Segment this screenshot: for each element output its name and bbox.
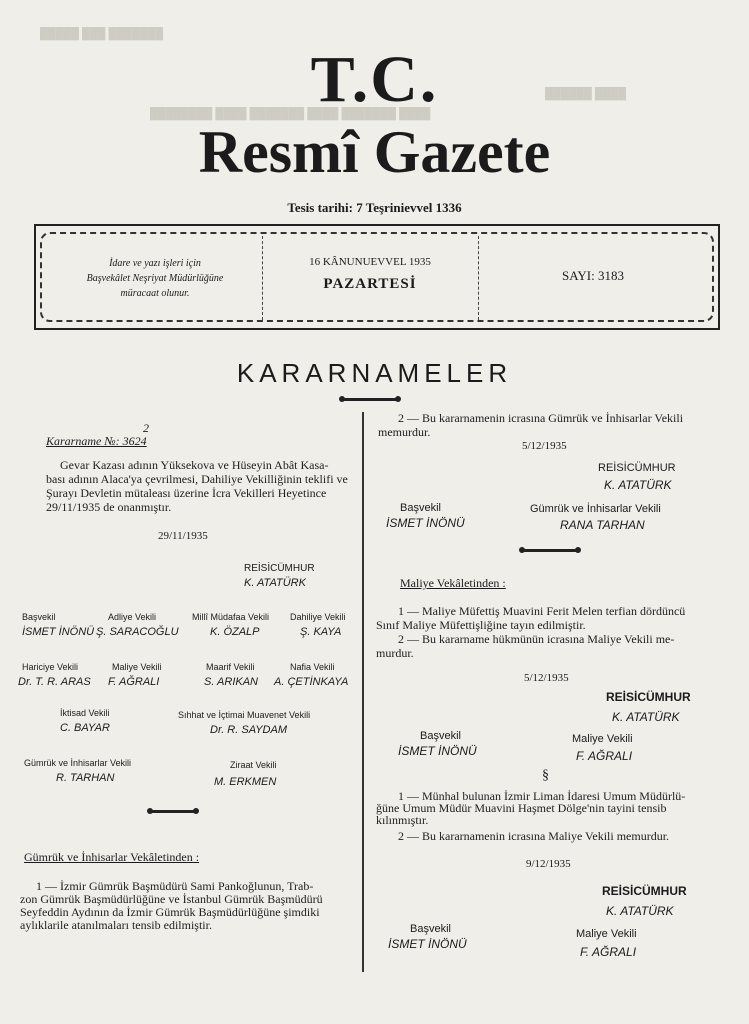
prime-minister-title: Başvekil	[410, 923, 451, 935]
prime-minister-title: Başvekil	[420, 730, 461, 742]
minister-title: Dahiliye Vekili	[290, 612, 346, 622]
header-divider	[262, 236, 263, 320]
president-name: K. ATATÜRK	[612, 710, 680, 724]
minister-title: Maarif Vekili	[206, 662, 255, 672]
decision-date: 5/12/1935	[524, 672, 569, 684]
president-title: REİSİCÜMHUR	[598, 462, 676, 474]
issue-weekday: PAZARTESİ	[323, 276, 417, 292]
minister-title: Adliye Vekili	[108, 612, 157, 622]
header-divider	[478, 236, 479, 320]
president-title: REİSİCÜMHUR	[244, 563, 315, 574]
minister-name: F. AĞRALI	[580, 945, 637, 959]
bleed-through-text: ████████ ████ ███████ ████ ███████ ████	[150, 108, 431, 120]
president-title: REİSİCÜMHUR	[602, 884, 687, 898]
minister-name: Dr. R. SAYDAM	[210, 724, 288, 736]
minister-name: Ş. SARACOĞLU	[96, 626, 179, 638]
kararname-index: 2	[143, 421, 149, 435]
minister-name: R. TARHAN	[56, 772, 115, 784]
minister-name: A. ÇETİNKAYA	[274, 676, 349, 688]
minister-name: RANA TARHAN	[560, 518, 645, 532]
liman-section-body: 1 — Münhal bulunan İzmir Liman İdaresi Umum Müdürlü- ğüne Umum Müdür Muavini Haşmet Dölge'nin tayini tensib kılınmıştır. 2 — Bu kararnamenin icrasına Maliye Vekili memurdur.	[376, 789, 686, 843]
minister-title: Maliye Vekili	[112, 662, 162, 672]
maliye-section-title: Maliye Vekâletinden :	[400, 576, 506, 590]
header-admin-note: İdare ve yazı işleri için Başvekâlet Neşriyat Müdürlüğüne müracaat olunur.	[86, 258, 224, 299]
minister-title: Ziraat Vekili	[230, 760, 277, 770]
minister-name: F. AĞRALI	[108, 676, 160, 688]
masthead-tc: T.C.	[310, 43, 439, 116]
issue-date: 16 KÂNUNUEVVEL 1935	[309, 256, 431, 268]
section-title: KARARNAMELER	[236, 358, 513, 388]
minister-title: Maliye Vekili	[572, 733, 633, 745]
minister-title: Başvekil	[22, 612, 56, 622]
masthead-title: Resmî Gazete	[198, 119, 551, 185]
separator-ornament	[522, 549, 578, 552]
minister-name: F. AĞRALI	[576, 749, 633, 763]
prime-minister-name: İSMET İNÖNÜ	[388, 937, 467, 951]
column-divider	[362, 412, 364, 972]
president-name: K. ATATÜRK	[604, 478, 672, 492]
minister-title: Maliye Vekili	[576, 928, 637, 940]
minister-name: İSMET İNÖNÜ	[22, 626, 95, 638]
prime-minister-title: Başvekil	[400, 502, 441, 514]
founding-date: Tesis tarihi: 7 Teşrinievvel 1336	[287, 200, 462, 215]
gumruk-execution: 2 — Bu kararnamenin icrasına Gümrük ve İnhisarlar Vekili memurdur.	[378, 411, 684, 439]
president-name: K. ATATÜRK	[244, 577, 306, 589]
minister-title: Gümrük ve İnhisarlar Vekili	[530, 503, 661, 515]
minister-title: Nafia Vekili	[290, 662, 335, 672]
president-title: REİSİCÜMHUR	[606, 690, 691, 704]
kararname-body: Gevar Kazası adının Yüksekova ve Hüseyin Abât Kasa- bası adının Alaca'ya çevrilmesi, Dahiliye Vekilliğinin teklifi ve Şurayı Devletin mütaleası üzerine İcra Vekilleri Heyetince 29/11/1935 de onanmıştır.	[46, 458, 348, 514]
minister-name: C. BAYAR	[60, 722, 110, 734]
minister-title: Gümrük ve İnhisarlar Vekili	[24, 758, 132, 768]
title-ornament	[342, 398, 398, 401]
minister-title: Millî Müdafaa Vekili	[192, 612, 270, 622]
bleed-through-text: █████ ███ ███████	[40, 28, 164, 40]
prime-minister-name: İSMET İNÖNÜ	[386, 516, 465, 530]
gumruk-section-body: 1 — İzmir Gümrük Başmüdürü Sami Pankoğlunun, Trab- zon Gümrük Başmüdürlüğüne ve İstanbul Gümrük Başmüdürü Seyfeddin Aydının da İzmir Gümrük Başmüdürlüğüne şimdiki aylıklarile atanılmaları tensib edilmiştir.	[20, 879, 323, 932]
issue-number: SAYI: 3183	[561, 268, 624, 283]
section-sign: §	[542, 768, 549, 783]
minister-title: Hariciye Vekili	[22, 662, 79, 672]
prime-minister-name: İSMET İNÖNÜ	[398, 744, 477, 758]
bleed-through-text: ██████ ████	[545, 88, 626, 100]
minister-name: Dr. T. R. ARAS	[18, 676, 91, 688]
gumruk-section-title: Gümrük ve İnhisarlar Vekâletinden :	[24, 850, 200, 864]
maliye-section-body: 1 — Maliye Müfettiş Muavini Ferit Melen terfian dördüncü Sınıf Maliye Müfettişliğine tayın edilmiştir. 2 — Bu kararname hükmünün icrasına Maliye Vekili me- murdur.	[376, 604, 686, 660]
decision-date: 9/12/1935	[526, 858, 571, 870]
minister-title: İktisad Vekili	[60, 708, 110, 718]
minister-title: Sıhhat ve İçtimai Muavenet Vekili	[178, 710, 311, 720]
minister-name: Ş. KAYA	[300, 626, 342, 638]
kararname-number: Kararname №: 3624	[46, 434, 147, 448]
decision-date: 5/12/1935	[522, 440, 567, 452]
minister-name: K. ÖZALP	[210, 626, 260, 638]
decision-date: 29/11/1935	[158, 530, 208, 542]
separator-ornament	[150, 810, 196, 813]
minister-name: M. ERKMEN	[214, 776, 277, 788]
minister-name: S. ARIKAN	[204, 676, 258, 688]
president-name: K. ATATÜRK	[606, 904, 674, 918]
